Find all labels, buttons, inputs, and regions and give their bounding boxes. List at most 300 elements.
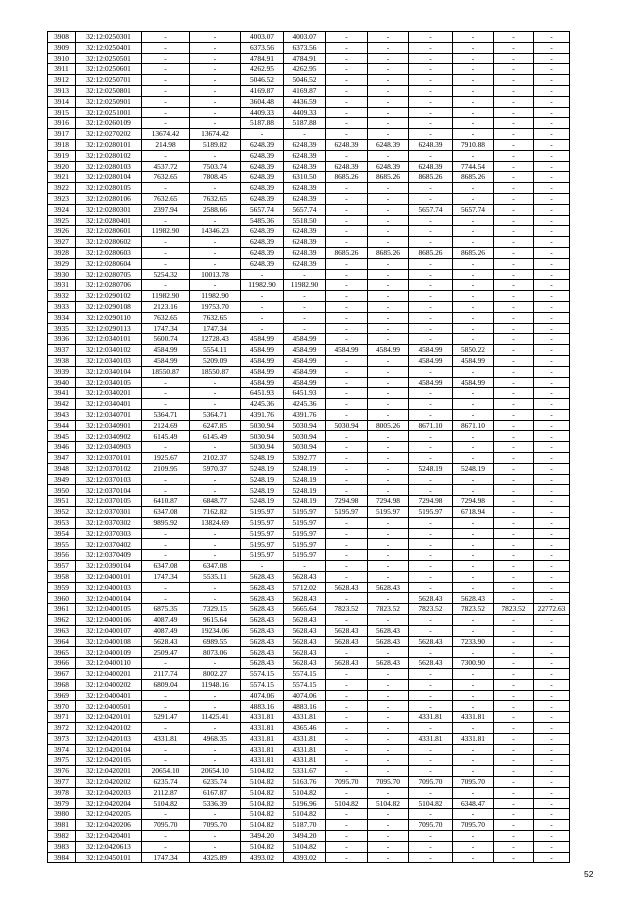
cadastral-number-cell: 32:12:0250901 — [76, 96, 142, 107]
value-cell: - — [190, 377, 241, 388]
value-cell: - — [534, 582, 570, 593]
cadastral-number-cell: 32:12:0280101 — [76, 139, 142, 150]
table-row — [48, 431, 570, 442]
cadastral-number-cell: 32:12:0420613 — [76, 841, 142, 852]
value-cell: 6347.08 — [142, 561, 190, 572]
value-cell: 5665.64 — [284, 604, 326, 615]
value-cell: 8685.26 — [453, 247, 494, 258]
value-cell: - — [453, 129, 494, 140]
table-row — [48, 625, 570, 636]
value-cell: - — [368, 258, 409, 269]
value-cell: - — [190, 593, 241, 604]
value-cell: - — [326, 733, 368, 744]
value-cell: 4883.16 — [284, 701, 326, 712]
value-cell: - — [326, 712, 368, 723]
value-cell: - — [534, 183, 570, 194]
value-cell: - — [534, 550, 570, 561]
value-cell: - — [494, 431, 534, 442]
value-cell: 5187.88 — [241, 118, 284, 129]
row-number-cell: 3928 — [48, 247, 76, 258]
value-cell: 5628.43 — [241, 647, 284, 658]
value-cell: - — [368, 463, 409, 474]
table-row — [48, 766, 570, 777]
row-number-cell: 3952 — [48, 507, 76, 518]
cadastral-number-cell: 32:12:0340902 — [76, 431, 142, 442]
value-cell: - — [326, 809, 368, 820]
cadastral-number-cell: 32:12:0420102 — [76, 723, 142, 734]
value-cell: - — [534, 139, 570, 150]
value-cell: - — [368, 215, 409, 226]
value-cell: 4584.99 — [409, 377, 453, 388]
value-cell: 4584.99 — [453, 377, 494, 388]
value-cell: 5187.70 — [284, 820, 326, 831]
value-cell: - — [534, 280, 570, 291]
value-cell: 4325.89 — [190, 852, 241, 863]
value-cell: 11425.41 — [190, 712, 241, 723]
value-cell: - — [494, 453, 534, 464]
value-cell: - — [368, 517, 409, 528]
value-cell: - — [142, 85, 190, 96]
value-cell: - — [409, 32, 453, 43]
table-row — [48, 550, 570, 561]
value-cell: 5104.82 — [284, 809, 326, 820]
value-cell: - — [453, 841, 494, 852]
value-cell: - — [368, 150, 409, 161]
value-cell: 4409.33 — [241, 107, 284, 118]
value-cell: - — [326, 118, 368, 129]
value-cell: 7095.70 — [453, 820, 494, 831]
value-cell: - — [534, 561, 570, 572]
value-cell: - — [368, 280, 409, 291]
value-cell: - — [368, 226, 409, 237]
table-row — [48, 442, 570, 453]
cadastral-number-cell: 32:12:0250601 — [76, 64, 142, 75]
value-cell: 5628.43 — [368, 658, 409, 669]
value-cell: - — [494, 809, 534, 820]
row-number-cell: 3960 — [48, 593, 76, 604]
cadastral-number-cell: 32:12:0400110 — [76, 658, 142, 669]
value-cell: - — [534, 204, 570, 215]
value-cell: - — [241, 561, 284, 572]
row-number-cell: 3919 — [48, 150, 76, 161]
value-cell: 5248.19 — [284, 474, 326, 485]
value-cell: - — [326, 431, 368, 442]
value-cell: - — [534, 42, 570, 53]
row-number-cell: 3957 — [48, 561, 76, 572]
value-cell: 5195.97 — [241, 528, 284, 539]
value-cell: - — [534, 291, 570, 302]
value-cell: - — [368, 399, 409, 410]
value-cell: 5030.94 — [241, 442, 284, 453]
value-cell: - — [494, 723, 534, 734]
value-cell: 6248.39 — [368, 161, 409, 172]
table-row — [48, 334, 570, 345]
row-number-cell: 3950 — [48, 485, 76, 496]
value-cell: - — [494, 53, 534, 64]
value-cell: - — [409, 766, 453, 777]
value-cell: 5657.74 — [453, 204, 494, 215]
row-number-cell: 3917 — [48, 129, 76, 140]
row-number-cell: 3922 — [48, 183, 76, 194]
value-cell: - — [368, 269, 409, 280]
table-row — [48, 669, 570, 680]
value-cell: 4331.81 — [241, 755, 284, 766]
table-row — [48, 409, 570, 420]
value-cell: - — [494, 139, 534, 150]
cadastral-number-cell: 32:12:0400103 — [76, 582, 142, 593]
row-number-cell: 3977 — [48, 776, 76, 787]
value-cell: - — [368, 32, 409, 43]
value-cell: - — [453, 118, 494, 129]
value-cell: - — [326, 442, 368, 453]
value-cell: 1747.34 — [142, 323, 190, 334]
table-row — [48, 53, 570, 64]
cadastral-number-cell: 32:12:0280601 — [76, 226, 142, 237]
value-cell: 5574.15 — [241, 679, 284, 690]
row-number-cell: 3931 — [48, 280, 76, 291]
value-cell: - — [142, 830, 190, 841]
value-cell: - — [534, 712, 570, 723]
value-cell: - — [409, 183, 453, 194]
value-cell: - — [409, 679, 453, 690]
value-cell: - — [494, 593, 534, 604]
value-cell: - — [368, 453, 409, 464]
value-cell: - — [494, 247, 534, 258]
value-cell: 6248.39 — [284, 193, 326, 204]
value-cell: - — [409, 301, 453, 312]
row-number-cell: 3967 — [48, 669, 76, 680]
value-cell: - — [284, 312, 326, 323]
row-number-cell: 3959 — [48, 582, 76, 593]
value-cell: - — [409, 852, 453, 863]
value-cell: 4584.99 — [142, 345, 190, 356]
value-cell: - — [453, 582, 494, 593]
value-cell: - — [368, 237, 409, 248]
table-row — [48, 809, 570, 820]
value-cell: 6373.56 — [284, 42, 326, 53]
value-cell: 5574.15 — [284, 679, 326, 690]
value-cell: 5195.97 — [409, 507, 453, 518]
cadastral-number-cell: 32:12:0250801 — [76, 85, 142, 96]
value-cell: - — [494, 517, 534, 528]
value-cell: - — [368, 852, 409, 863]
value-cell: - — [368, 528, 409, 539]
value-cell: 5104.82 — [241, 798, 284, 809]
cadastral-number-cell: 32:12:0340201 — [76, 388, 142, 399]
table-row — [48, 42, 570, 53]
cadastral-number-cell: 32:12:0400106 — [76, 615, 142, 626]
value-cell: 4584.99 — [241, 345, 284, 356]
value-cell: - — [494, 129, 534, 140]
value-cell: - — [190, 42, 241, 53]
value-cell: - — [534, 53, 570, 64]
value-cell: 5628.43 — [241, 625, 284, 636]
cadastral-number-cell: 32:12:0400201 — [76, 669, 142, 680]
value-cell: 6235.74 — [190, 776, 241, 787]
value-cell: - — [326, 237, 368, 248]
value-cell: - — [494, 409, 534, 420]
value-cell: - — [409, 485, 453, 496]
value-cell: 5030.94 — [326, 420, 368, 431]
table-row — [48, 96, 570, 107]
table-row — [48, 139, 570, 150]
row-number-cell: 3935 — [48, 323, 76, 334]
value-cell: - — [534, 301, 570, 312]
value-cell: - — [284, 129, 326, 140]
value-cell: - — [534, 75, 570, 86]
table-row — [48, 399, 570, 410]
value-cell: 4584.99 — [142, 355, 190, 366]
value-cell: 1747.34 — [142, 852, 190, 863]
value-cell: 5248.19 — [241, 496, 284, 507]
cadastral-number-cell: 32:12:0280401 — [76, 215, 142, 226]
value-cell: 4537.72 — [142, 161, 190, 172]
cadastral-number-cell: 32:12:0280603 — [76, 247, 142, 258]
value-cell: 5628.43 — [241, 593, 284, 604]
value-cell: - — [368, 571, 409, 582]
value-cell: - — [494, 323, 534, 334]
value-cell: - — [142, 150, 190, 161]
value-cell: - — [453, 701, 494, 712]
table-row — [48, 355, 570, 366]
value-cell: - — [368, 409, 409, 420]
table-row — [48, 539, 570, 550]
value-cell: - — [534, 474, 570, 485]
cadastral-number-cell: 32:12:0340401 — [76, 399, 142, 410]
value-cell: - — [453, 625, 494, 636]
value-cell: 5628.43 — [368, 625, 409, 636]
value-cell: 10013.78 — [190, 269, 241, 280]
value-cell: - — [494, 193, 534, 204]
value-cell: 18550.87 — [190, 366, 241, 377]
cadastral-number-cell: 32:12:0400105 — [76, 604, 142, 615]
value-cell: 6248.39 — [241, 139, 284, 150]
value-cell: - — [534, 431, 570, 442]
cadastral-number-cell: 32:12:0340901 — [76, 420, 142, 431]
value-cell: - — [326, 280, 368, 291]
value-cell: - — [190, 442, 241, 453]
value-cell: - — [534, 64, 570, 75]
value-cell: 6248.39 — [284, 237, 326, 248]
value-cell: - — [142, 809, 190, 820]
cadastral-number-cell: 32:12:0370104 — [76, 485, 142, 496]
value-cell: - — [453, 64, 494, 75]
value-cell: - — [326, 755, 368, 766]
value-cell: 7744.54 — [453, 161, 494, 172]
value-cell: 5046.52 — [241, 75, 284, 86]
value-cell: 8073.06 — [190, 647, 241, 658]
value-cell: - — [453, 183, 494, 194]
value-cell: 6451.93 — [284, 388, 326, 399]
value-cell: 19753.70 — [190, 301, 241, 312]
value-cell: - — [534, 258, 570, 269]
value-cell: 7329.15 — [190, 604, 241, 615]
value-cell: 4169.87 — [284, 85, 326, 96]
row-number-cell: 3941 — [48, 388, 76, 399]
value-cell: - — [534, 809, 570, 820]
value-cell: - — [534, 377, 570, 388]
value-cell: - — [534, 420, 570, 431]
table-row — [48, 744, 570, 755]
value-cell: - — [409, 215, 453, 226]
value-cell: - — [326, 64, 368, 75]
value-cell: - — [494, 301, 534, 312]
row-number-cell: 3964 — [48, 636, 76, 647]
value-cell: - — [534, 193, 570, 204]
table-row — [48, 571, 570, 582]
cadastral-number-cell: 32:12:0280106 — [76, 193, 142, 204]
value-cell: - — [409, 647, 453, 658]
value-cell: 20654.10 — [142, 766, 190, 777]
table-row — [48, 291, 570, 302]
value-cell: - — [326, 615, 368, 626]
value-cell: 5657.74 — [409, 204, 453, 215]
value-cell: 7823.52 — [368, 604, 409, 615]
value-cell: 5248.19 — [284, 463, 326, 474]
value-cell: - — [453, 679, 494, 690]
value-cell: 7294.98 — [326, 496, 368, 507]
value-cell: 5628.43 — [241, 604, 284, 615]
value-cell: - — [368, 75, 409, 86]
table-row — [48, 755, 570, 766]
value-cell: - — [368, 787, 409, 798]
value-cell: - — [409, 334, 453, 345]
value-cell: - — [368, 744, 409, 755]
value-cell: 5195.97 — [368, 507, 409, 518]
value-cell: - — [142, 474, 190, 485]
value-cell: - — [494, 96, 534, 107]
value-cell: - — [409, 269, 453, 280]
value-cell: - — [326, 204, 368, 215]
value-cell: - — [534, 118, 570, 129]
value-cell: - — [142, 399, 190, 410]
value-cell: 5628.43 — [409, 658, 453, 669]
value-cell: 5030.94 — [284, 431, 326, 442]
value-cell: - — [534, 323, 570, 334]
cadastral-number-cell: 32:12:0370103 — [76, 474, 142, 485]
value-cell: - — [241, 269, 284, 280]
value-cell: - — [453, 269, 494, 280]
value-cell: - — [453, 280, 494, 291]
value-cell: - — [409, 312, 453, 323]
value-cell: 8685.26 — [409, 247, 453, 258]
value-cell: 8685.26 — [368, 247, 409, 258]
value-cell: - — [142, 723, 190, 734]
value-cell: 2109.95 — [142, 463, 190, 474]
value-cell: 11982.90 — [142, 226, 190, 237]
value-cell: - — [494, 550, 534, 561]
value-cell: 5196.96 — [284, 798, 326, 809]
value-cell: 7632.65 — [142, 193, 190, 204]
row-number-cell: 3930 — [48, 269, 76, 280]
value-cell: - — [142, 107, 190, 118]
table-row — [48, 496, 570, 507]
value-cell: 2123.16 — [142, 301, 190, 312]
value-cell: 7095.70 — [142, 820, 190, 831]
value-cell: - — [494, 420, 534, 431]
value-cell: 4331.81 — [241, 723, 284, 734]
value-cell: - — [409, 571, 453, 582]
value-cell: 5104.82 — [241, 766, 284, 777]
value-cell: - — [534, 463, 570, 474]
cadastral-number-cell: 32:12:0280602 — [76, 237, 142, 248]
value-cell: - — [409, 85, 453, 96]
value-cell: - — [494, 258, 534, 269]
value-cell: 6718.94 — [453, 507, 494, 518]
value-cell: - — [326, 150, 368, 161]
value-cell: - — [494, 474, 534, 485]
value-cell: - — [453, 291, 494, 302]
cadastral-number-cell: 32:12:0420101 — [76, 712, 142, 723]
value-cell: 6248.39 — [284, 139, 326, 150]
value-cell: 5104.82 — [326, 798, 368, 809]
value-cell: 5628.43 — [241, 636, 284, 647]
table-row — [48, 161, 570, 172]
value-cell: - — [142, 485, 190, 496]
value-cell: 14346.23 — [190, 226, 241, 237]
value-cell: 7095.70 — [190, 820, 241, 831]
cadastral-number-cell: 32:12:0420204 — [76, 798, 142, 809]
row-number-cell: 3920 — [48, 161, 76, 172]
value-cell: - — [142, 658, 190, 669]
value-cell: - — [534, 733, 570, 744]
value-cell: - — [409, 830, 453, 841]
row-number-cell: 3916 — [48, 118, 76, 129]
value-cell: - — [326, 42, 368, 53]
value-cell: - — [409, 258, 453, 269]
value-cell: - — [409, 474, 453, 485]
value-cell: - — [453, 96, 494, 107]
value-cell: - — [142, 539, 190, 550]
value-cell: - — [534, 150, 570, 161]
value-cell: - — [368, 841, 409, 852]
value-cell: - — [409, 399, 453, 410]
value-cell: - — [241, 301, 284, 312]
value-cell: - — [142, 528, 190, 539]
value-cell: - — [368, 809, 409, 820]
value-cell: - — [190, 701, 241, 712]
value-cell: - — [453, 193, 494, 204]
cadastral-number-cell: 32:12:0290108 — [76, 301, 142, 312]
value-cell: - — [409, 129, 453, 140]
value-cell: 5628.43 — [326, 625, 368, 636]
value-cell: - — [494, 701, 534, 712]
value-cell: - — [453, 615, 494, 626]
value-cell: 6809.04 — [142, 679, 190, 690]
value-cell: - — [534, 776, 570, 787]
value-cell: - — [190, 215, 241, 226]
value-cell: - — [494, 345, 534, 356]
value-cell: - — [494, 830, 534, 841]
value-cell: - — [534, 312, 570, 323]
value-cell: - — [453, 528, 494, 539]
cadastral-number-cell: 32:12:0340903 — [76, 442, 142, 453]
value-cell: - — [534, 830, 570, 841]
value-cell: - — [534, 215, 570, 226]
value-cell: - — [326, 32, 368, 43]
value-cell: - — [494, 496, 534, 507]
value-cell: - — [409, 755, 453, 766]
value-cell: 5628.43 — [284, 625, 326, 636]
value-cell: - — [326, 679, 368, 690]
value-cell: 5104.82 — [284, 841, 326, 852]
value-cell: 5628.43 — [284, 658, 326, 669]
value-cell: - — [453, 690, 494, 701]
value-cell: 4391.76 — [241, 409, 284, 420]
value-cell: 5104.82 — [409, 798, 453, 809]
value-cell: - — [409, 291, 453, 302]
value-cell: 4393.02 — [284, 852, 326, 863]
